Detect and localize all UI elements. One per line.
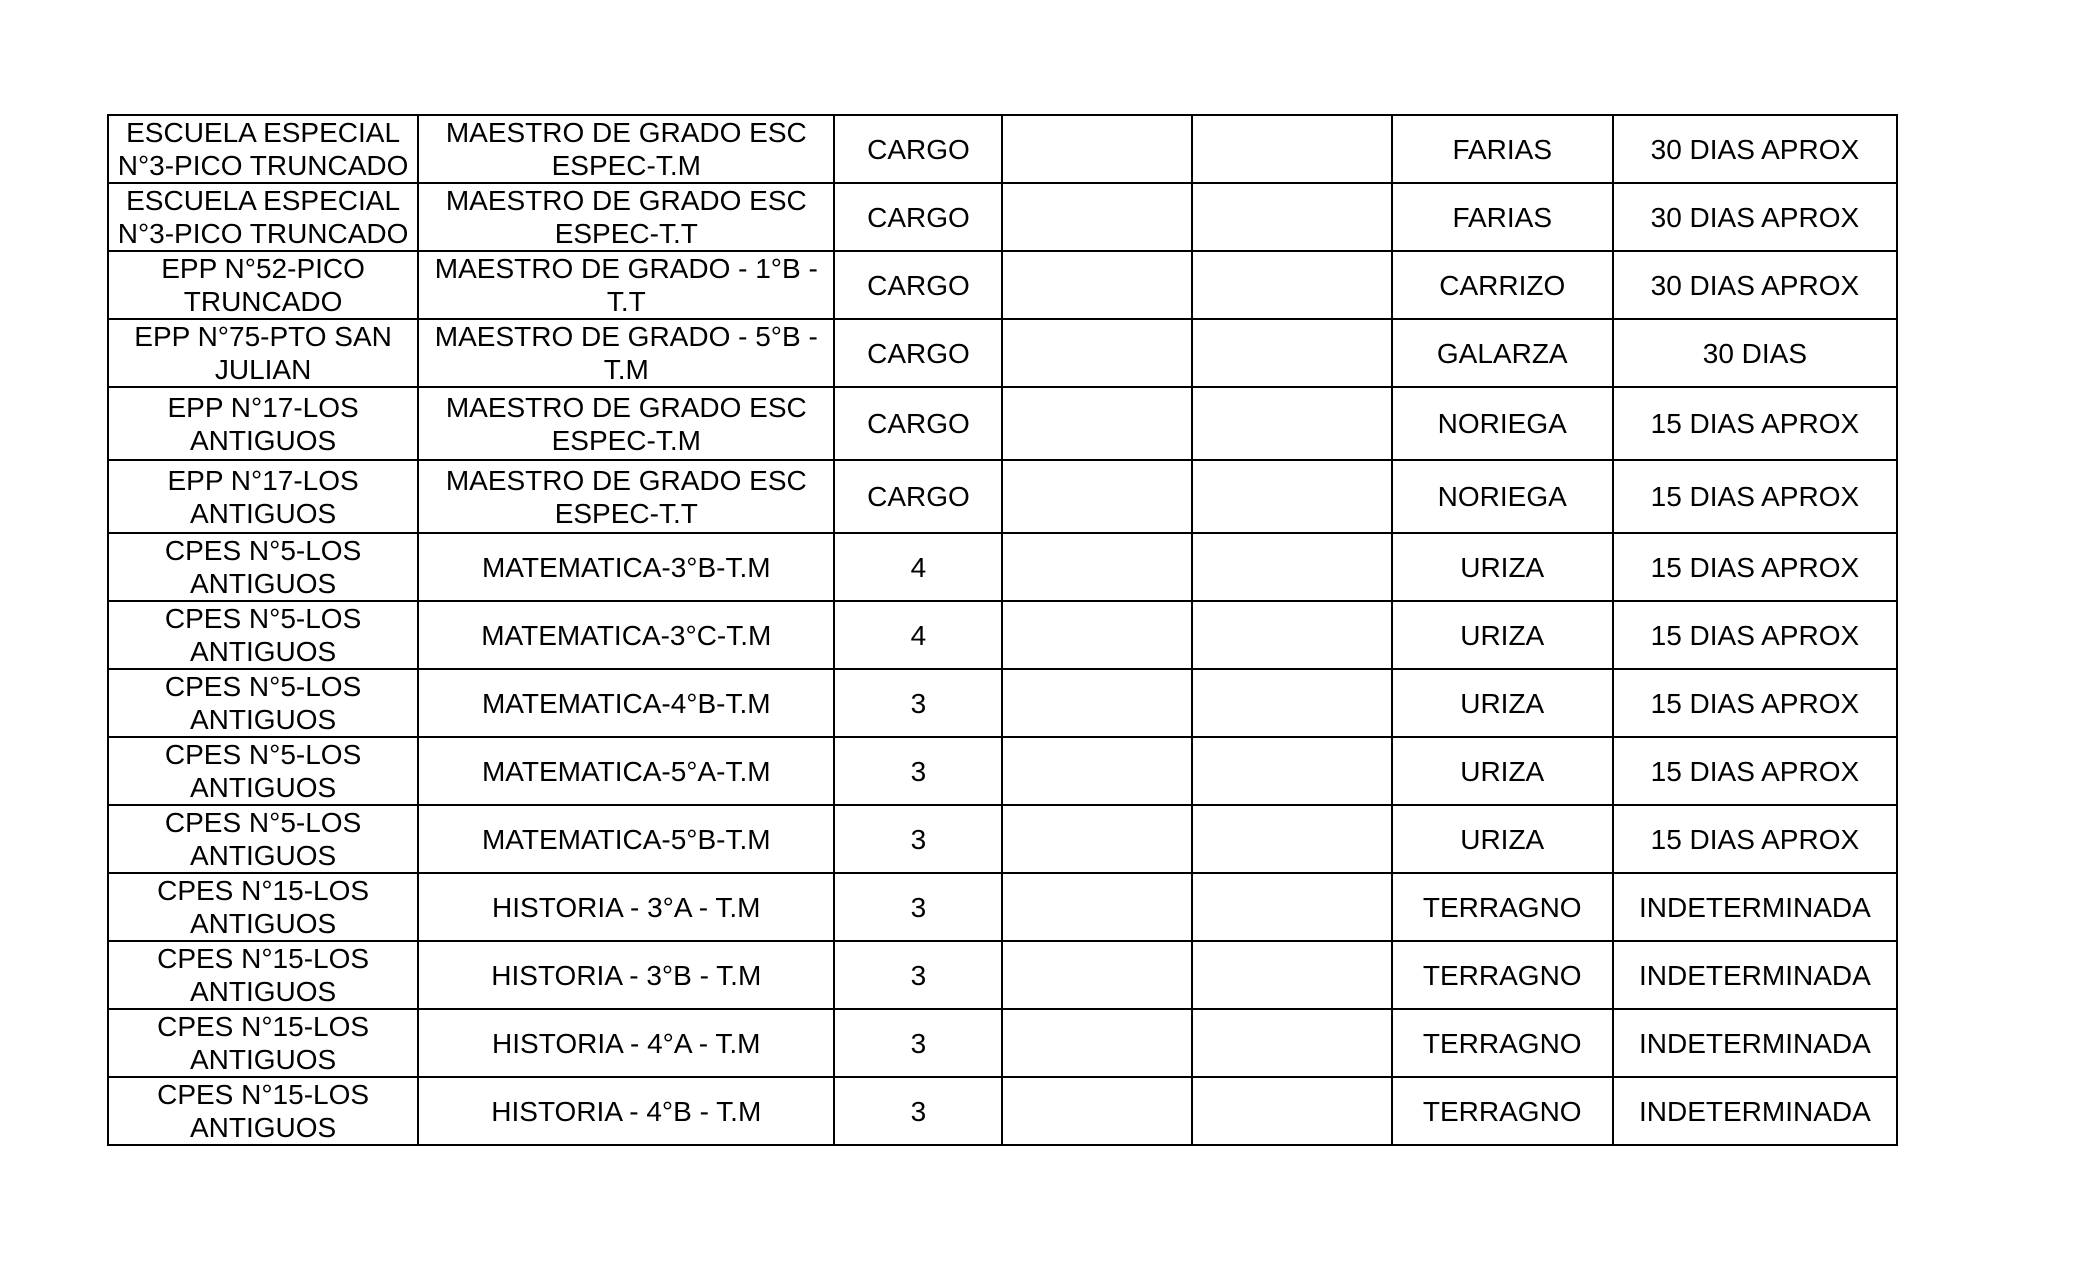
cell-hours: 3 bbox=[834, 669, 1002, 737]
table-row bbox=[108, 460, 1897, 533]
cell-hours: 3 bbox=[834, 1009, 1002, 1077]
cell-surname: GALARZA bbox=[1392, 319, 1613, 387]
cell-blank-1 bbox=[1002, 669, 1191, 737]
cell-hours: CARGO bbox=[834, 319, 1002, 387]
cell-blank-2 bbox=[1192, 873, 1392, 941]
cell-duration: 30 DIAS APROX bbox=[1613, 183, 1897, 251]
cell-blank-1 bbox=[1002, 251, 1191, 319]
cell-position: MATEMATICA-5°A-T.M bbox=[418, 737, 834, 805]
cell-duration: 15 DIAS APROX bbox=[1613, 533, 1897, 601]
cell-hours: 3 bbox=[834, 941, 1002, 1009]
cell-school: CPES N°15-LOS ANTIGUOS bbox=[108, 873, 418, 941]
cell-school: EPP N°17-LOS ANTIGUOS bbox=[108, 460, 418, 533]
cell-blank-1 bbox=[1002, 387, 1191, 460]
cell-hours: 3 bbox=[834, 737, 1002, 805]
table-row bbox=[108, 1077, 1897, 1145]
cell-position: HISTORIA - 4°A - T.M bbox=[418, 1009, 834, 1077]
table-row bbox=[108, 387, 1897, 460]
cell-blank-2 bbox=[1192, 115, 1392, 183]
cell-duration: 15 DIAS APROX bbox=[1613, 601, 1897, 669]
cell-surname: TERRAGNO bbox=[1392, 1077, 1613, 1145]
cell-blank-2 bbox=[1192, 669, 1392, 737]
cell-duration: 15 DIAS APROX bbox=[1613, 669, 1897, 737]
cell-surname: FARIAS bbox=[1392, 115, 1613, 183]
table-body bbox=[108, 115, 1897, 1145]
cell-blank-2 bbox=[1192, 941, 1392, 1009]
cell-hours: 4 bbox=[834, 601, 1002, 669]
table-row bbox=[108, 941, 1897, 1009]
cell-school: CPES N°15-LOS ANTIGUOS bbox=[108, 941, 418, 1009]
cell-position: MATEMATICA-3°C-T.M bbox=[418, 601, 834, 669]
cell-blank-2 bbox=[1192, 183, 1392, 251]
cell-position: HISTORIA - 4°B - T.M bbox=[418, 1077, 834, 1145]
cell-hours: CARGO bbox=[834, 115, 1002, 183]
cell-surname: CARRIZO bbox=[1392, 251, 1613, 319]
cell-surname: URIZA bbox=[1392, 601, 1613, 669]
cell-blank-1 bbox=[1002, 183, 1191, 251]
cell-duration: 15 DIAS APROX bbox=[1613, 805, 1897, 873]
vacancies-table bbox=[107, 114, 1898, 1146]
cell-position: MATEMATICA-5°B-T.M bbox=[418, 805, 834, 873]
cell-hours: 3 bbox=[834, 1077, 1002, 1145]
table-row bbox=[108, 115, 1897, 183]
cell-school: CPES N°15-LOS ANTIGUOS bbox=[108, 1009, 418, 1077]
table-row bbox=[108, 183, 1897, 251]
cell-duration: 30 DIAS APROX bbox=[1613, 115, 1897, 183]
cell-surname: FARIAS bbox=[1392, 183, 1613, 251]
cell-blank-2 bbox=[1192, 251, 1392, 319]
table-row bbox=[108, 805, 1897, 873]
cell-surname: URIZA bbox=[1392, 533, 1613, 601]
cell-blank-1 bbox=[1002, 1077, 1191, 1145]
cell-surname: TERRAGNO bbox=[1392, 941, 1613, 1009]
cell-blank-1 bbox=[1002, 1009, 1191, 1077]
cell-school: CPES N°5-LOS ANTIGUOS bbox=[108, 669, 418, 737]
cell-school: CPES N°15-LOS ANTIGUOS bbox=[108, 1077, 418, 1145]
cell-school: CPES N°5-LOS ANTIGUOS bbox=[108, 533, 418, 601]
cell-school: CPES N°5-LOS ANTIGUOS bbox=[108, 737, 418, 805]
cell-blank-2 bbox=[1192, 601, 1392, 669]
cell-blank-1 bbox=[1002, 319, 1191, 387]
cell-blank-1 bbox=[1002, 873, 1191, 941]
cell-duration: INDETERMINADA bbox=[1613, 873, 1897, 941]
cell-school: ESCUELA ESPECIAL N°3-PICO TRUNCADO bbox=[108, 115, 418, 183]
cell-blank-1 bbox=[1002, 601, 1191, 669]
cell-duration: INDETERMINADA bbox=[1613, 1077, 1897, 1145]
cell-surname: TERRAGNO bbox=[1392, 873, 1613, 941]
cell-blank-2 bbox=[1192, 737, 1392, 805]
cell-hours: 3 bbox=[834, 805, 1002, 873]
cell-surname: URIZA bbox=[1392, 805, 1613, 873]
cell-position: HISTORIA - 3°A - T.M bbox=[418, 873, 834, 941]
cell-duration: INDETERMINADA bbox=[1613, 1009, 1897, 1077]
cell-blank-1 bbox=[1002, 737, 1191, 805]
cell-hours: 3 bbox=[834, 873, 1002, 941]
cell-blank-2 bbox=[1192, 387, 1392, 460]
cell-blank-2 bbox=[1192, 533, 1392, 601]
cell-blank-2 bbox=[1192, 805, 1392, 873]
cell-school: ESCUELA ESPECIAL N°3-PICO TRUNCADO bbox=[108, 183, 418, 251]
cell-surname: URIZA bbox=[1392, 737, 1613, 805]
cell-blank-2 bbox=[1192, 1077, 1392, 1145]
cell-surname: TERRAGNO bbox=[1392, 1009, 1613, 1077]
cell-blank-2 bbox=[1192, 319, 1392, 387]
cell-blank-1 bbox=[1002, 533, 1191, 601]
cell-position: MAESTRO DE GRADO ESC ESPEC-T.T bbox=[418, 183, 834, 251]
cell-school: EPP N°52-PICO TRUNCADO bbox=[108, 251, 418, 319]
cell-position: MAESTRO DE GRADO ESC ESPEC-T.M bbox=[418, 115, 834, 183]
cell-duration: 15 DIAS APROX bbox=[1613, 460, 1897, 533]
cell-hours: 4 bbox=[834, 533, 1002, 601]
table-row bbox=[108, 319, 1897, 387]
cell-duration: 15 DIAS APROX bbox=[1613, 737, 1897, 805]
cell-hours: CARGO bbox=[834, 183, 1002, 251]
table-row bbox=[108, 601, 1897, 669]
cell-hours: CARGO bbox=[834, 387, 1002, 460]
cell-blank-1 bbox=[1002, 941, 1191, 1009]
cell-hours: CARGO bbox=[834, 251, 1002, 319]
cell-blank-1 bbox=[1002, 805, 1191, 873]
cell-position: MATEMATICA-3°B-T.M bbox=[418, 533, 834, 601]
cell-blank-2 bbox=[1192, 460, 1392, 533]
cell-surname: URIZA bbox=[1392, 669, 1613, 737]
cell-surname: NORIEGA bbox=[1392, 387, 1613, 460]
table-row bbox=[108, 251, 1897, 319]
cell-duration: INDETERMINADA bbox=[1613, 941, 1897, 1009]
cell-position: HISTORIA - 3°B - T.M bbox=[418, 941, 834, 1009]
cell-position: MAESTRO DE GRADO - 5°B - T.M bbox=[418, 319, 834, 387]
cell-duration: 15 DIAS APROX bbox=[1613, 387, 1897, 460]
cell-school: CPES N°5-LOS ANTIGUOS bbox=[108, 601, 418, 669]
cell-position: MAESTRO DE GRADO - 1°B - T.T bbox=[418, 251, 834, 319]
cell-hours: CARGO bbox=[834, 460, 1002, 533]
table-row bbox=[108, 873, 1897, 941]
cell-school: EPP N°17-LOS ANTIGUOS bbox=[108, 387, 418, 460]
table-row bbox=[108, 737, 1897, 805]
cell-school: EPP N°75-PTO SAN JULIAN bbox=[108, 319, 418, 387]
cell-blank-2 bbox=[1192, 1009, 1392, 1077]
cell-surname: NORIEGA bbox=[1392, 460, 1613, 533]
cell-blank-1 bbox=[1002, 115, 1191, 183]
cell-position: MAESTRO DE GRADO ESC ESPEC-T.M bbox=[418, 387, 834, 460]
table-row bbox=[108, 669, 1897, 737]
cell-position: MAESTRO DE GRADO ESC ESPEC-T.T bbox=[418, 460, 834, 533]
cell-blank-1 bbox=[1002, 460, 1191, 533]
cell-position: MATEMATICA-4°B-T.M bbox=[418, 669, 834, 737]
cell-duration: 30 DIAS APROX bbox=[1613, 251, 1897, 319]
table-row bbox=[108, 533, 1897, 601]
table-row bbox=[108, 1009, 1897, 1077]
cell-school: CPES N°5-LOS ANTIGUOS bbox=[108, 805, 418, 873]
cell-duration: 30 DIAS bbox=[1613, 319, 1897, 387]
